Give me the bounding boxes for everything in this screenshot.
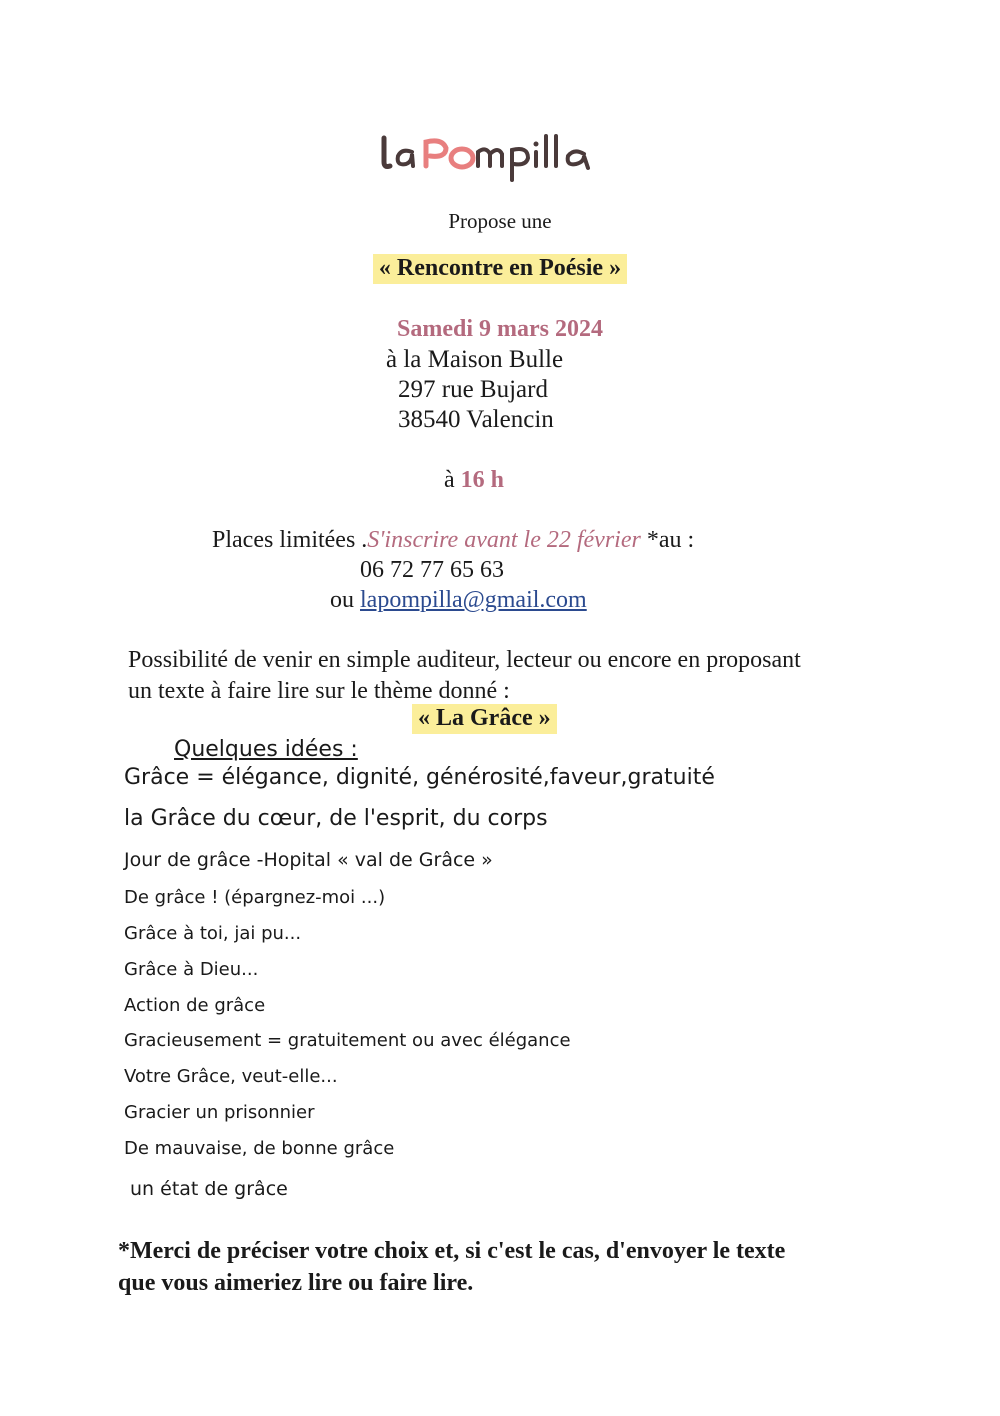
places-limited: Places limitées . [212,527,368,553]
registration-deadline: S'inscrire avant le 22 février [367,527,641,553]
event-title-line [0,255,1000,282]
idea-item: un état de grâce [130,1178,288,1200]
footer-note-line-1: *Merci de préciser votre choix et, si c'est le cas, d'envoyer le texte [118,1238,786,1264]
idea-item: Grâce à toi, jai pu... [124,923,302,944]
idea-item: la Grâce du cœur, de l'esprit, du corps [124,806,548,831]
event-time: 16 h [460,467,505,493]
idea-item: Gracieusement = gratuitement ou avec élégance [124,1030,571,1051]
theme-title: « La Grâce » [412,704,557,734]
idea-item: Grâce à Dieu... [124,959,259,980]
email-link[interactable]: lapompilla@gmail.com [360,587,587,613]
logo [378,128,598,184]
phone-number: 06 72 77 65 63 [360,557,504,583]
email-prefix: ou [330,587,360,613]
idea-item: Votre Grâce, veut-elle... [124,1066,338,1087]
footer-note-line-2: que vous aimeriez lire ou faire lire. [118,1270,474,1296]
email-line [330,587,587,614]
address-line-2: 297 rue Bujard [398,376,548,403]
possibility-line-2: un texte à faire lire sur le thème donné : [128,678,510,704]
idea-item: Action de grâce [124,995,266,1016]
event-date: Samedi 9 mars 2024 [397,316,603,342]
event-time-line [444,467,504,494]
theme-line [412,705,557,732]
idea-item: De grâce ! (épargnez-moi ...) [124,887,386,908]
idea-item: De mauvaise, de bonne grâce [124,1138,395,1159]
idea-item: Jour de grâce -Hopital « val de Grâce » [124,849,493,871]
logo-graphic [378,128,598,184]
registration-line [212,527,694,554]
time-prefix: à [444,467,455,493]
ideas-heading: Quelques idées : [174,737,358,762]
idea-item: Grâce = élégance, dignité, générosité,faveur,gratuité [124,765,715,790]
address-line-1: à la Maison Bulle [386,346,564,373]
address-line-3: 38540 Valencin [398,406,554,433]
registration-suffix: *au : [640,527,695,553]
idea-item: Gracier un prisonnier [124,1102,315,1123]
intro-text: Propose une [448,209,552,233]
possibility-line-1: Possibilité de venir en simple auditeur, lecteur ou encore en proposant [128,647,801,673]
event-title: « Rencontre en Poésie » [373,254,627,284]
